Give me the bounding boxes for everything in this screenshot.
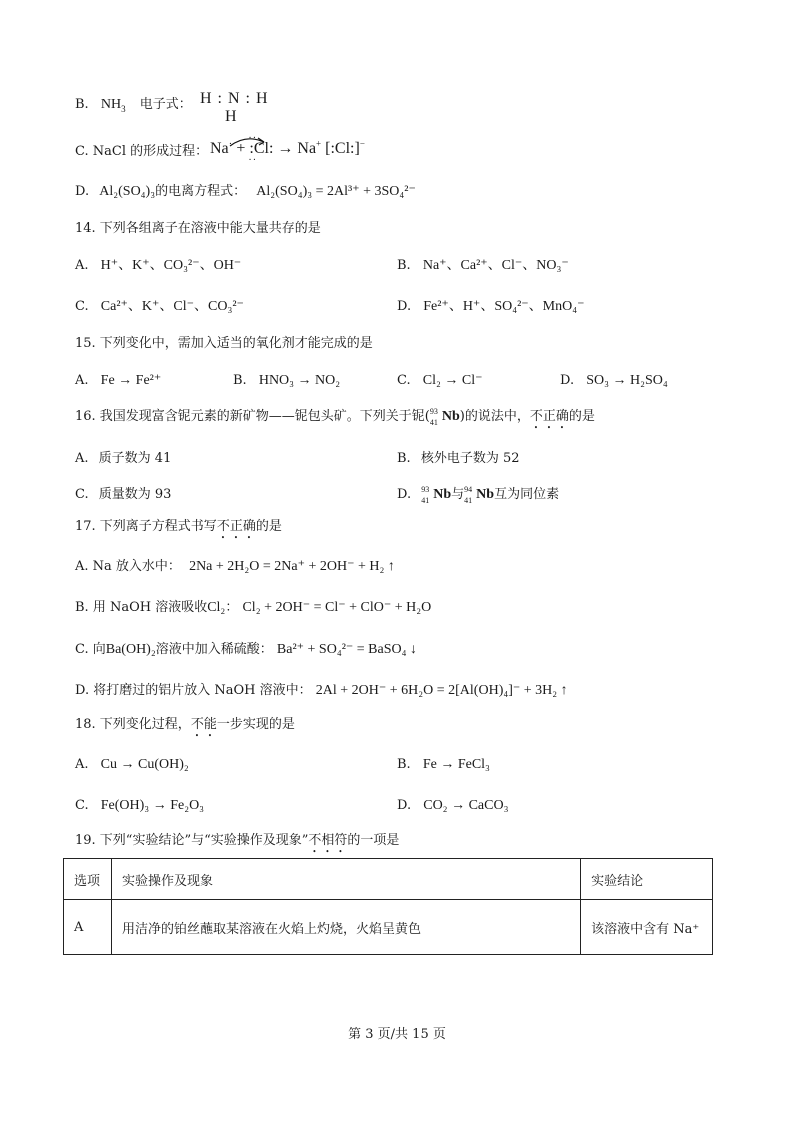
option-text: Na⁺、Ca²⁺、Cl⁻、NO₃⁻ [422,258,569,273]
q17-option-c [75,641,417,659]
option-label: A. [75,757,89,772]
na-atom: Na [210,140,229,157]
formula: Cl₂ [207,600,226,615]
q13-option-b [75,96,192,114]
option-text: 与 [451,487,465,502]
option-text: Fe → Fe²⁺ [100,373,162,388]
q14-stem [75,220,321,238]
q14-option-b [397,257,569,275]
q13-option-c [75,143,208,161]
table-header: 实验结论 [581,859,713,900]
na-ion: Na [297,140,317,157]
lewis-bottom: H [225,108,237,125]
lewis-structure-nh3-bottom [225,108,237,126]
option-text: 质子数为 41 [98,451,172,466]
formula-nh3: $NH_3$ [100,97,126,114]
question-stem: 18. 下列变化过程， [75,717,191,732]
q16-stem [75,408,595,432]
option-label: D. [560,373,575,388]
stem-part: 一步实现的是 [216,717,295,732]
option-label: A. Na 放入水中： [75,559,181,574]
option-text: Fe²⁺、H⁺、SO₄²⁻、MnO₄⁻ [423,299,585,314]
experiment-table [63,858,713,955]
q15-option-b [233,372,340,390]
option-text: 质量数为 93 [98,487,172,502]
emphasis: 不相符 [308,833,348,848]
option-label: A. [75,373,89,388]
q15-option-c [397,372,483,390]
nacl-formation-diagram: Na· + ·· ·· :Cl: → Na+ [:Cl:]− [210,133,365,166]
option-text: Fe(OH)₃ → Fe₂O₃ [100,798,205,813]
table-header-row [64,859,713,900]
page-footer: 第 3 页/共 15 页 [348,1027,446,1042]
ionic-equation: 2Al + 2OH⁻ + 6H₂O = 2[Al(OH)₄]⁻ + 3H₂ ↑ [315,683,568,698]
table-cell: A [64,900,112,955]
q14-option-a [75,257,241,275]
ionic-equation: 2Na + 2H₂O = 2Na⁺ + 2OH⁻ + H₂ ↑ [189,559,395,574]
option-text: Ca²⁺、K⁺、Cl⁻、CO₃²⁻ [100,299,244,314]
ionization-equation: Al₂(SO₄)₃ = 2Al³⁺ + 3SO₄²⁻ [256,184,416,199]
option-label: B. [397,451,411,466]
option-label: C. 向 [75,642,106,657]
option-label: C. NaCl 的形成过程： [75,144,209,159]
nuclide-nb93: 93 41 Nb [429,407,460,427]
q13-option-d [75,183,416,201]
option-label: B. [397,757,411,772]
option-label: C. [75,798,89,813]
question-stem: 15. 下列变化中，需加入适当的氧化剂才能完成的是 [75,336,373,351]
ionic-equation: Cl₂ + 2OH⁻ = Cl⁻ + ClO⁻ + H₂O [242,600,432,615]
electron-transfer-arrow [228,134,268,148]
stem-part: 的是 [568,409,595,424]
question-stem: 19. 下列“实验结论”与“实验操作及现象” [75,833,309,848]
lewis-structure-nh3 [200,90,269,108]
option-label: D. 将打磨过的铝片放入 NaOH 溶液中： [75,683,312,698]
option-label: D. [75,184,90,199]
q15-option-a [75,372,161,390]
q14-option-c [75,298,244,316]
table-cell: 用洁净的铂丝蘸取某溶液在火焰上灼烧，火焰呈黄色 [111,900,580,955]
option-text: CO₂ → CaCO₃ [423,798,509,813]
option-label: D. [397,798,412,813]
question-stem: 16. 我国发现富含铌元素的新矿物——铌包头矿。下列关于铌( [75,409,430,424]
option-label: C. [397,373,411,388]
option-label: A. [75,258,89,273]
q17-stem [75,518,282,542]
stem-part: )的说法中， [459,409,530,424]
option-text: SO₃ → H₂SO₄ [586,373,668,388]
stem-part: 的一项是 [347,833,400,848]
question-stem: 14. 下列各组离子在溶液中能大量共存的是 [75,221,321,236]
table-row [64,900,713,955]
option-label: B. 用 NaOH 溶液吸收 [75,600,208,615]
q16-option-d [397,486,559,504]
option-label: C. [75,299,89,314]
option-text: H⁺、K⁺、CO₃²⁻、OH⁻ [100,258,242,273]
question-stem: 17. 下列离子方程式书写 [75,519,217,534]
q18-stem [75,716,295,740]
q18-option-c [75,797,204,815]
q18-option-d [397,797,508,815]
option-text: 互为同位素 [494,487,560,502]
q17-option-b [75,599,431,617]
q16-option-b [397,450,520,468]
stem-part: 的是 [255,519,282,534]
option-text: Cu → Cu(OH)₂ [100,757,189,772]
q18-option-b [397,756,490,774]
option-text: 核外电子数为 52 [420,451,520,466]
q16-option-c [75,486,171,504]
q17-option-d [75,682,568,700]
plus-sign: + [236,140,246,157]
emphasis: 不正确 [216,519,256,534]
table-header: 选项 [64,859,112,900]
option-label: A. [75,451,89,466]
ionic-equation: Ba²⁺ + SO₄²⁻ = BaSO₄ ↓ [276,642,418,657]
q15-stem [75,335,373,353]
cl-atom: ·· ·· :Cl: [248,133,274,166]
option-text: HNO₃ → NO₂ [258,373,341,388]
option-label: B. [397,258,411,273]
emphasis: 不能 [190,717,217,732]
lewis-top: H : N : H [200,90,269,107]
option-text: 电子式： [139,97,192,112]
option-text: Fe → FeCl₃ [422,757,490,772]
q18-option-a [75,756,189,774]
nuclide-nb93: 93 41 Nb [421,485,452,505]
nuclide-nb94: 94 41 Nb [464,485,495,505]
q14-option-d [397,298,585,316]
option-text: 溶液中加入稀硫酸： [155,642,273,657]
option-label: C. [75,487,89,502]
option-text: 的电离方程式： [155,184,247,199]
cl-ion: [:Cl:] [325,140,360,157]
q16-option-a [75,450,171,468]
electron-dot: · [228,138,233,150]
q17-option-a [75,558,395,576]
option-label: B. [75,97,89,112]
formula: Al₂(SO₄)₃ [99,184,156,199]
reaction-arrow: → [277,140,294,157]
option-label: D. [397,299,412,314]
q19-stem [75,832,399,856]
table-cell: 该溶液中含有 Na⁺ [581,900,713,955]
table-header: 实验操作及现象 [111,859,580,900]
option-text: Cl₂ → Cl⁻ [422,373,483,388]
option-label: D. [397,487,412,502]
formula: Ba(OH)₂ [105,642,156,657]
separator: ： [225,600,239,615]
q15-option-d [560,372,668,390]
emphasis: 不正确 [529,409,569,424]
option-label: B. [233,373,247,388]
